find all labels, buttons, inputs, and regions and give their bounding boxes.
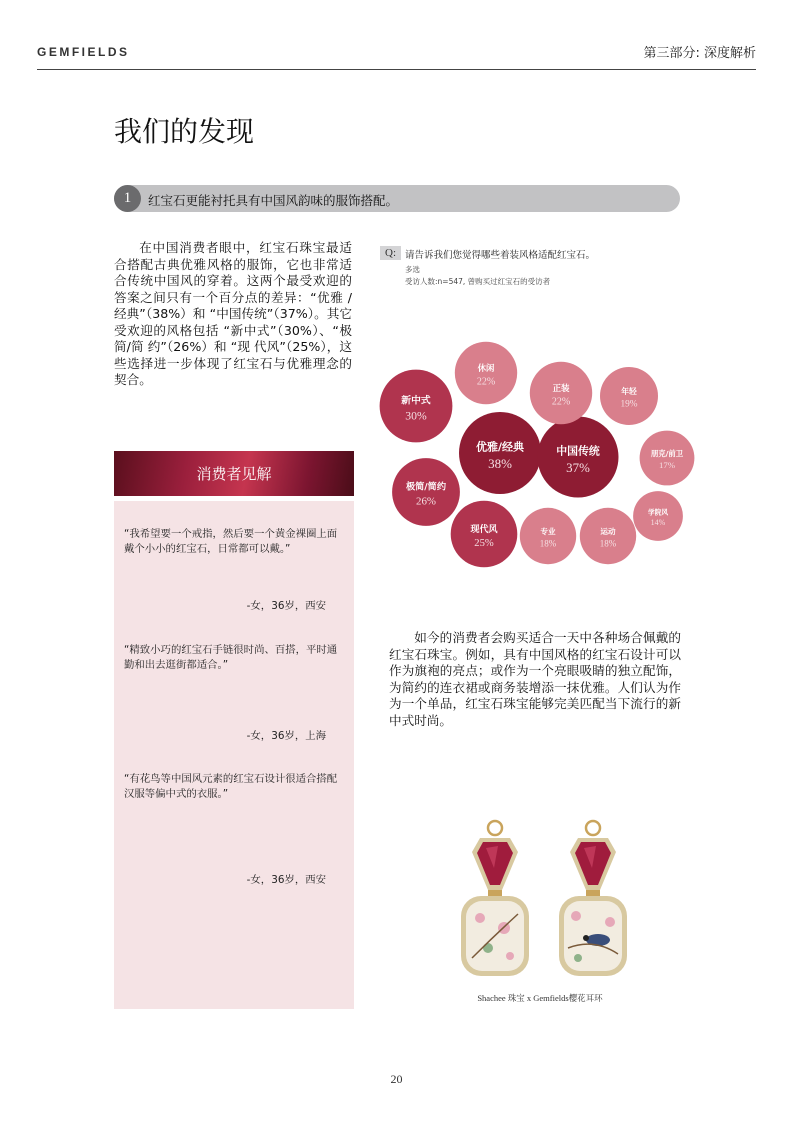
bubble-label-6: 休闲 xyxy=(477,362,495,373)
finding-number: 1 xyxy=(114,185,141,212)
bubble-chart xyxy=(370,340,700,575)
insights-title: 消费者见解 xyxy=(196,465,272,483)
bubble-label-2: 中国传统 xyxy=(556,444,600,458)
bubble-value-6: 22% xyxy=(476,376,496,388)
bubble-label-12: 学院风 xyxy=(647,508,669,517)
quote-1-attribution: -女，36岁，西安 xyxy=(246,600,326,612)
bubble-value-1: 38% xyxy=(488,456,512,471)
question-text: 请告诉我们您觉得哪些着装风格适配红宝石。 xyxy=(405,250,596,261)
bubble-label-9: 专业 xyxy=(540,527,556,537)
quote-3-attribution: -女，36岁，西安 xyxy=(246,874,326,886)
bubble-value-11: 17% xyxy=(658,460,676,471)
bubble-label-5: 现代风 xyxy=(470,524,498,535)
page-number: 20 xyxy=(390,1072,403,1086)
page-title: 我们的发现 xyxy=(114,115,255,148)
bubble-label-11: 朋克/前卫 xyxy=(650,449,684,459)
earring-left xyxy=(461,821,529,976)
bubble-label-7: 正装 xyxy=(552,382,570,393)
quote-2: “精致小巧的红宝石手链很时尚、百搭，平时通勤和出去逛街都适合。” xyxy=(124,644,338,671)
bubble-value-10: 18% xyxy=(599,538,617,549)
intro-text: 在中国消费者眼中，红宝石珠宝最适合搭配古典优雅风格的服饰，它也非常适合传统中国风的穿着。这两个最受欢迎的答案之间只有一个百分点的差异：“优雅 / 经典”（38%）和 “中国传统”（37%）。其它受欢迎的风格包括 “新中式”（30%）、“极 简/简 约”（26%）和 “现 代风”（25%），这些选择进一步体现了红宝石与优雅理念的契合。 xyxy=(114,240,352,387)
question-badge: Q: xyxy=(380,246,401,260)
header-divider xyxy=(37,69,756,70)
bubble-value-7: 22% xyxy=(551,396,571,408)
bubble-value-5: 25% xyxy=(474,538,494,550)
question-sample-size: 受访人数:n=547, 曾购买过红宝石的受访者 xyxy=(405,277,551,286)
section-label: 第三部分: 深度解析 xyxy=(643,46,756,61)
bubble-6 xyxy=(455,342,517,404)
finding-text: 红宝石更能衬托具有中国风韵味的服饰搭配。 xyxy=(148,193,399,208)
quote-1: “我希望要一个戒指，然后要一个黄金裸圈上面戴个小小的红宝石，日常都可以戴。” xyxy=(124,528,338,555)
earrings-illustration xyxy=(458,818,638,983)
gemfields-logo: GEMFIELDS xyxy=(37,45,130,59)
bubble-value-8: 19% xyxy=(620,399,638,410)
insights-panel xyxy=(114,501,354,1009)
second-paragraph: 如今的消费者会购买适合一天中各种场合佩戴的红宝石珠宝。例如，具有中国风格的红宝石设计可以作为旗袍的亮点；或作为一个亮眼吸睛的独立配饰，为简约的连衣裙或商务装增添一抹优雅。人们认为作为一个单品，红宝石珠宝能够完美匹配当下流行的新中式时尚。 xyxy=(389,630,681,728)
bubble-7 xyxy=(530,362,592,424)
bubble-value-12: 14% xyxy=(650,518,666,528)
image-caption: Shachee 珠宝 x Gemfields樱花耳环 xyxy=(477,993,603,1003)
quote-3: “有花鸟等中国风元素的红宝石设计很适合搭配汉服等偏中式的衣服。” xyxy=(124,773,338,800)
question-multi-select: 多选 xyxy=(405,265,420,274)
quote-2-attribution: -女，36岁，上海 xyxy=(246,730,326,742)
bubble-label-1: 优雅/经典 xyxy=(475,440,525,454)
bubble-label-8: 年轻 xyxy=(621,387,637,396)
bubble-value-2: 37% xyxy=(566,460,590,475)
earring-right xyxy=(559,821,627,976)
bubble-label-3: 新中式 xyxy=(401,395,431,407)
bubble-value-9: 18% xyxy=(539,538,557,549)
insights-header xyxy=(114,451,354,496)
bubble-value-3: 30% xyxy=(405,409,427,423)
intro-paragraph xyxy=(114,240,352,389)
finding-banner xyxy=(114,185,680,212)
bubble-8 xyxy=(600,367,658,425)
bubble-label-10: 运动 xyxy=(600,527,616,537)
bubble-label-4: 极简/简约 xyxy=(405,481,447,493)
bubble-value-4: 26% xyxy=(416,495,436,508)
